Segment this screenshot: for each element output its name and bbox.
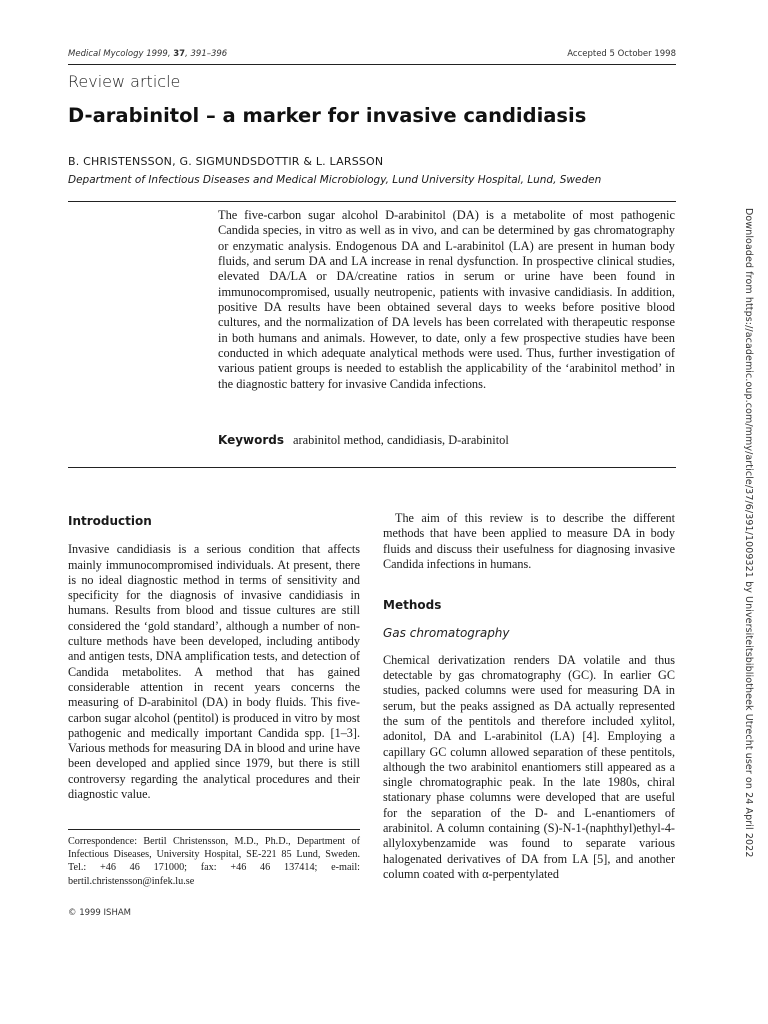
keywords-list: arabinitol method, candidiasis, D-arabinitol xyxy=(293,433,509,447)
abstract-rule-bottom xyxy=(68,467,676,468)
journal-volume: 37 xyxy=(173,49,186,59)
journal-year: 1999, xyxy=(146,49,171,59)
keywords xyxy=(218,433,675,448)
introduction-paragraph: Invasive candidiasis is a serious condition that affects mainly immunocompromised individuals. At present, there is no ideal diagnostic method in terms of sensitivity and specificity for the diagnosis of invasive candidiasis in humans. Results from blood and tissue cultures are still considered the ‘gold standard’, although a number of non-culture methods have been developed, including antibody and antigen tests, DNA amplification tests, and detection of Candida metabolites. A method that has gained considerable attention in recent years concerns the measuring of D-arabinitol (DA) in body fluids. This five-carbon sugar alcohol (pentitol) is produced in vitro by most pathogenic and medically important Candida spp. [1–3]. Various methods for measuring DA in blood and urine have been developed and applied since 1979, but there is still controversy regarding the analytical procedures and their diagnostic value. xyxy=(68,542,360,802)
correspondence-footnote: Correspondence: Bertil Christensson, M.D., Ph.D., Department of Infectious Diseases, University Hospital, SE-221 85 Lund, Sweden. Tel.: +46 46 171000; fax: +46 46 137414; e-mail: bertil.christensson@infek.lu.se xyxy=(68,836,360,887)
methods-paragraph: Chemical derivatization renders DA volatile and thus detectable by gas chromatography (GC). In earlier GC studies, packed columns were used for measuring DA in serum, but the peaks assigned as DA actually represented the sum of the pentitols and therefore included xylitol, adonitol, DA and L-arabinitol (LA) [4]. Employing a capillary GC column allowed separation of these pentitols, although the two arabinitol enantiomers still appeared as a single chromatographic peak. In the late 1980s, chiral stationary phase columns were developed that are useful for the separation of the D- and L-enantiomers of arabinitol. A column containing (S)-N-1-(naphthyl)ethyl-4-allyloxybenzamide was found to separate various halogenated derivatives of DA from LA [5], and another column coated with α-perpentylated xyxy=(383,652,675,881)
journal-citation xyxy=(68,49,227,59)
journal-pages: , 391–396 xyxy=(185,49,228,59)
abstract-rule-top xyxy=(68,201,676,202)
author-list: B. CHRISTENSSON, G. SIGMUNDSDOTTIR & L. LARSSON xyxy=(68,155,384,168)
aim-paragraph: The aim of this review is to describe the different methods that have been applied to measure DA in body fluids and discuss their usefulness for diagnosing invasive Candida infections in humans. xyxy=(383,511,675,571)
copyright-notice: © 1999 ISHAM xyxy=(68,908,131,918)
article-title: D-arabinitol – a marker for invasive candidiasis xyxy=(68,104,587,127)
gas-chromatography-heading: Gas chromatography xyxy=(383,626,510,641)
left-column xyxy=(68,514,360,802)
keywords-label: Keywords xyxy=(218,433,285,447)
download-watermark: Downloaded from https://academic.oup.com/mmy/article/37/6/391/1009321 by Universiteitsbibliotheek Utrecht user on 24 April 2022 xyxy=(743,208,754,858)
footnote-rule xyxy=(68,829,360,830)
article-type: Review article xyxy=(68,72,181,91)
header-rule xyxy=(68,64,676,65)
accepted-date: Accepted 5 October 1998 xyxy=(567,49,676,59)
journal-name: Medical Mycology xyxy=(68,49,144,59)
right-column xyxy=(383,511,675,882)
abstract-text: The five-carbon sugar alcohol D-arabinitol (DA) is a metabolite of most pathogenic Candida species, in vitro as well as in vivo, and can be determined by gas chromatography or enzymatic analysis. Endogenous DA and L-arabinitol (LA) are present in human body fluids, and serum DA and LA increase in renal dysfunction. In prospective clinical studies, elevated DA/LA or DA/creatine ratios in serum or urine have been found in immunocompromised, usually neutropenic, patients with invasive candidiasis. In addition, positive DA results have been obtained several days to weeks before positive blood cultures, and the normalization of DA levels has been correlated with therapeutic response in both humans and animals. However, to date, only a few prospective studies have been conducted in which adequate analytical methods were used. Thus, further investigation of various patient groups is needed to establish the applicability of the ‘arabinitol method’ in the diagnostic battery for invasive Candida infections. xyxy=(218,208,675,391)
introduction-heading: Introduction xyxy=(68,514,152,528)
methods-heading: Methods xyxy=(383,598,442,613)
author-affiliation: Department of Infectious Diseases and Medical Microbiology, Lund University Hospital, Lund, Sweden xyxy=(68,174,602,186)
